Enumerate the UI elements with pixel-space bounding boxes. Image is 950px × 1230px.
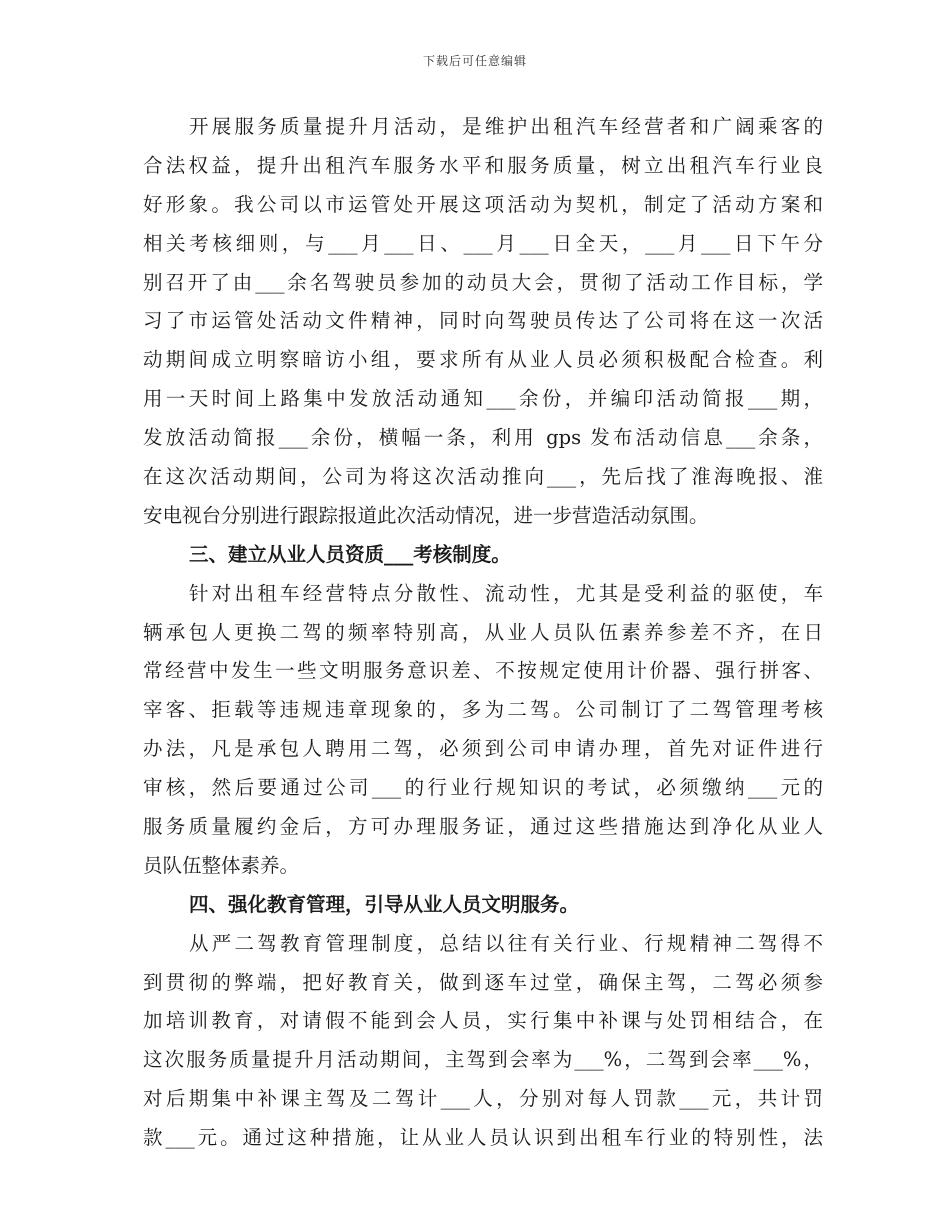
text-line: 审核，然后要通过公司___的行业行规知识的考试，必须缴纳___元的: [143, 776, 823, 800]
text-line: 习了市运管处活动文件精神，同时向驾驶员传达了公司将在这一次活: [143, 309, 823, 333]
section-heading: 四、强化教育管理，引导从业人员文明服务。: [189, 892, 580, 916]
text-line: 辆承包人更换二驾的频率特别高，从业人员队伍素养参差不齐，在日: [143, 620, 823, 644]
text-line: 发放活动简报___余份，横幅一条，利用 gps 发布活动信息___余条，: [143, 426, 823, 450]
text-line: 常经营中发生一些文明服务意识差、不按规定使用计价器、强行拼客、: [143, 659, 823, 683]
text-line: 别召开了由___余名驾驶员参加的动员大会，贯彻了活动工作目标，学: [143, 270, 823, 294]
text-line: 款___元。通过这种措施，让从业人员认识到出租车行业的特别性，法: [143, 1126, 823, 1150]
text-line: 从严二驾教育管理制度，总结以往有关行业、行规精神二驾得不: [189, 931, 823, 955]
text-line: 开展服务质量提升月活动，是维护出租汽车经营者和广阔乘客的: [189, 115, 823, 138]
text-line: 安电视台分别进行跟踪报道此次活动情况，进一步营造活动氛围。: [143, 503, 709, 527]
paragraph: [143, 575, 823, 886]
text-line: 相关考核细则，与___月___日、___月___日全天，___月___日下午分: [143, 231, 823, 255]
text-line: 针对出租车经营特点分散性、流动性，尤其是受利益的驱使，车: [189, 581, 823, 605]
text-line: 对后期集中补课主驾及二驾计___人，分别对每人罚款___元，共计罚: [143, 1087, 823, 1111]
text-line: 员队伍整体素养。: [143, 853, 300, 877]
text-line: 服务质量履约金后，方可办理服务证，通过这些措施达到净化从业人: [143, 815, 823, 839]
text-line: 在这次活动期间，公司为将这次活动推向___，先后找了淮海晚报、淮: [143, 465, 823, 489]
text-line: 这次服务质量提升月活动期间，主驾到会率为___%，二驾到会率___%，: [143, 1048, 823, 1072]
text-line: 加培训教育，对请假不能到会人员，实行集中补课与处罚相结合，在: [143, 1009, 823, 1033]
section-heading: 三、建立从业人员资质___考核制度。: [189, 542, 511, 566]
text-line: 合法权益，提升出租汽车服务水平和服务质量，树立出租汽车行业良: [143, 153, 823, 177]
text-line: 好形象。我公司以市运管处开展这项活动为契机，制定了活动方案和: [143, 192, 823, 216]
page-header: 下载后可任意编辑: [422, 54, 527, 68]
document-body: [143, 108, 823, 1158]
paragraph: [143, 925, 823, 1158]
text-line: 到贯彻的弊端，把好教育关，做到逐车过堂，确保主驾，二驾必须参: [143, 970, 823, 994]
paragraph: [143, 108, 823, 536]
text-line: 宰客、拒载等违规违章现象的，多为二驾。公司制订了二驾管理考核: [143, 698, 823, 722]
text-line: 用一天时间上路集中发放活动通知___余份，并编印活动简报___期，: [143, 387, 823, 411]
text-line: 动期间成立明察暗访小组，要求所有从业人员必须积极配合检查。利: [143, 348, 823, 372]
text-line: 办法，凡是承包人聘用二驾，必须到公司申请办理，首先对证件进行: [143, 737, 823, 761]
